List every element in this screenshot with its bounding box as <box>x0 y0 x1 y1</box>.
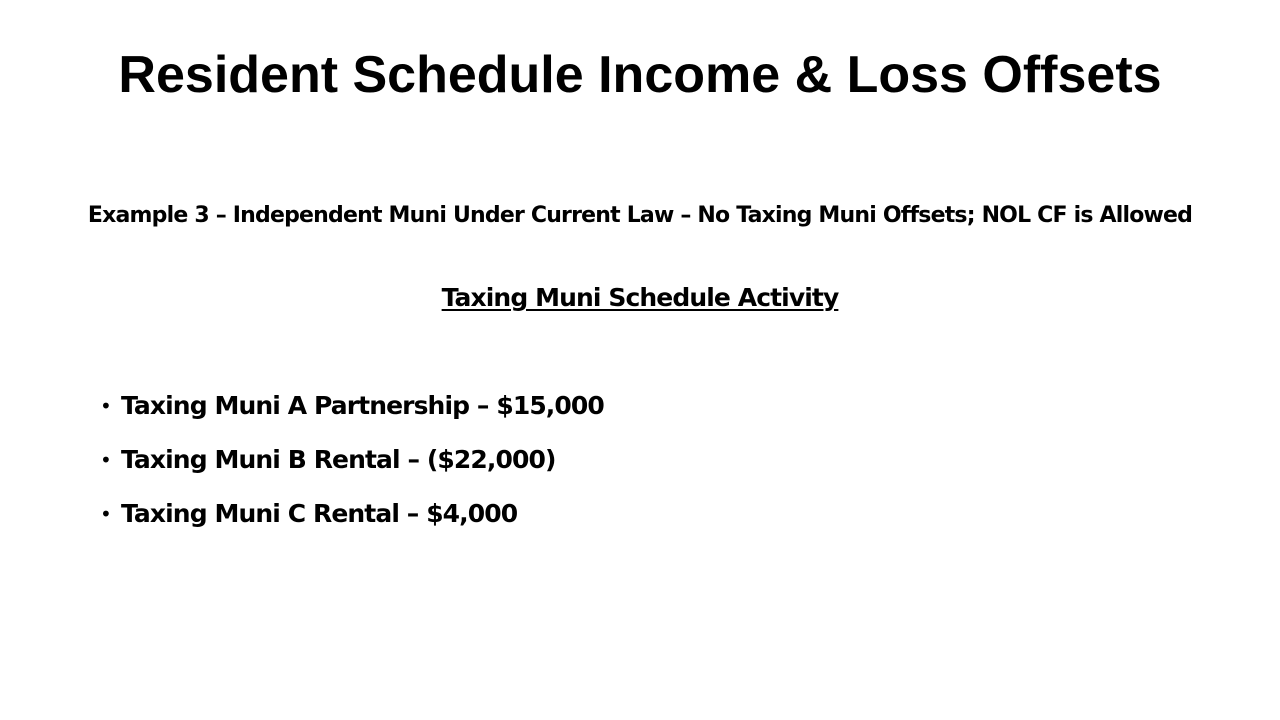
section-heading: Taxing Muni Schedule Activity <box>441 283 839 312</box>
bullet-icon: • <box>100 448 111 472</box>
slide-subtitle: Example 3 – Independent Muni Under Current Law – No Taxing Muni Offsets; NOL CF is Allowed <box>87 203 1193 228</box>
bullet-text: Taxing Muni C Rental – $4,000 <box>121 499 518 528</box>
bullet-text: Taxing Muni B Rental – ($22,000) <box>121 445 556 474</box>
bullet-item <box>100 386 1100 440</box>
bullet-item <box>100 494 1100 548</box>
bullet-list <box>100 386 1100 548</box>
slide-title: Resident Schedule Income & Loss Offsets <box>118 46 1162 104</box>
bullet-text: Taxing Muni A Partnership – $15,000 <box>121 391 604 420</box>
bullet-icon: • <box>100 502 111 526</box>
bullet-icon: • <box>100 394 111 418</box>
bullet-item <box>100 440 1100 494</box>
